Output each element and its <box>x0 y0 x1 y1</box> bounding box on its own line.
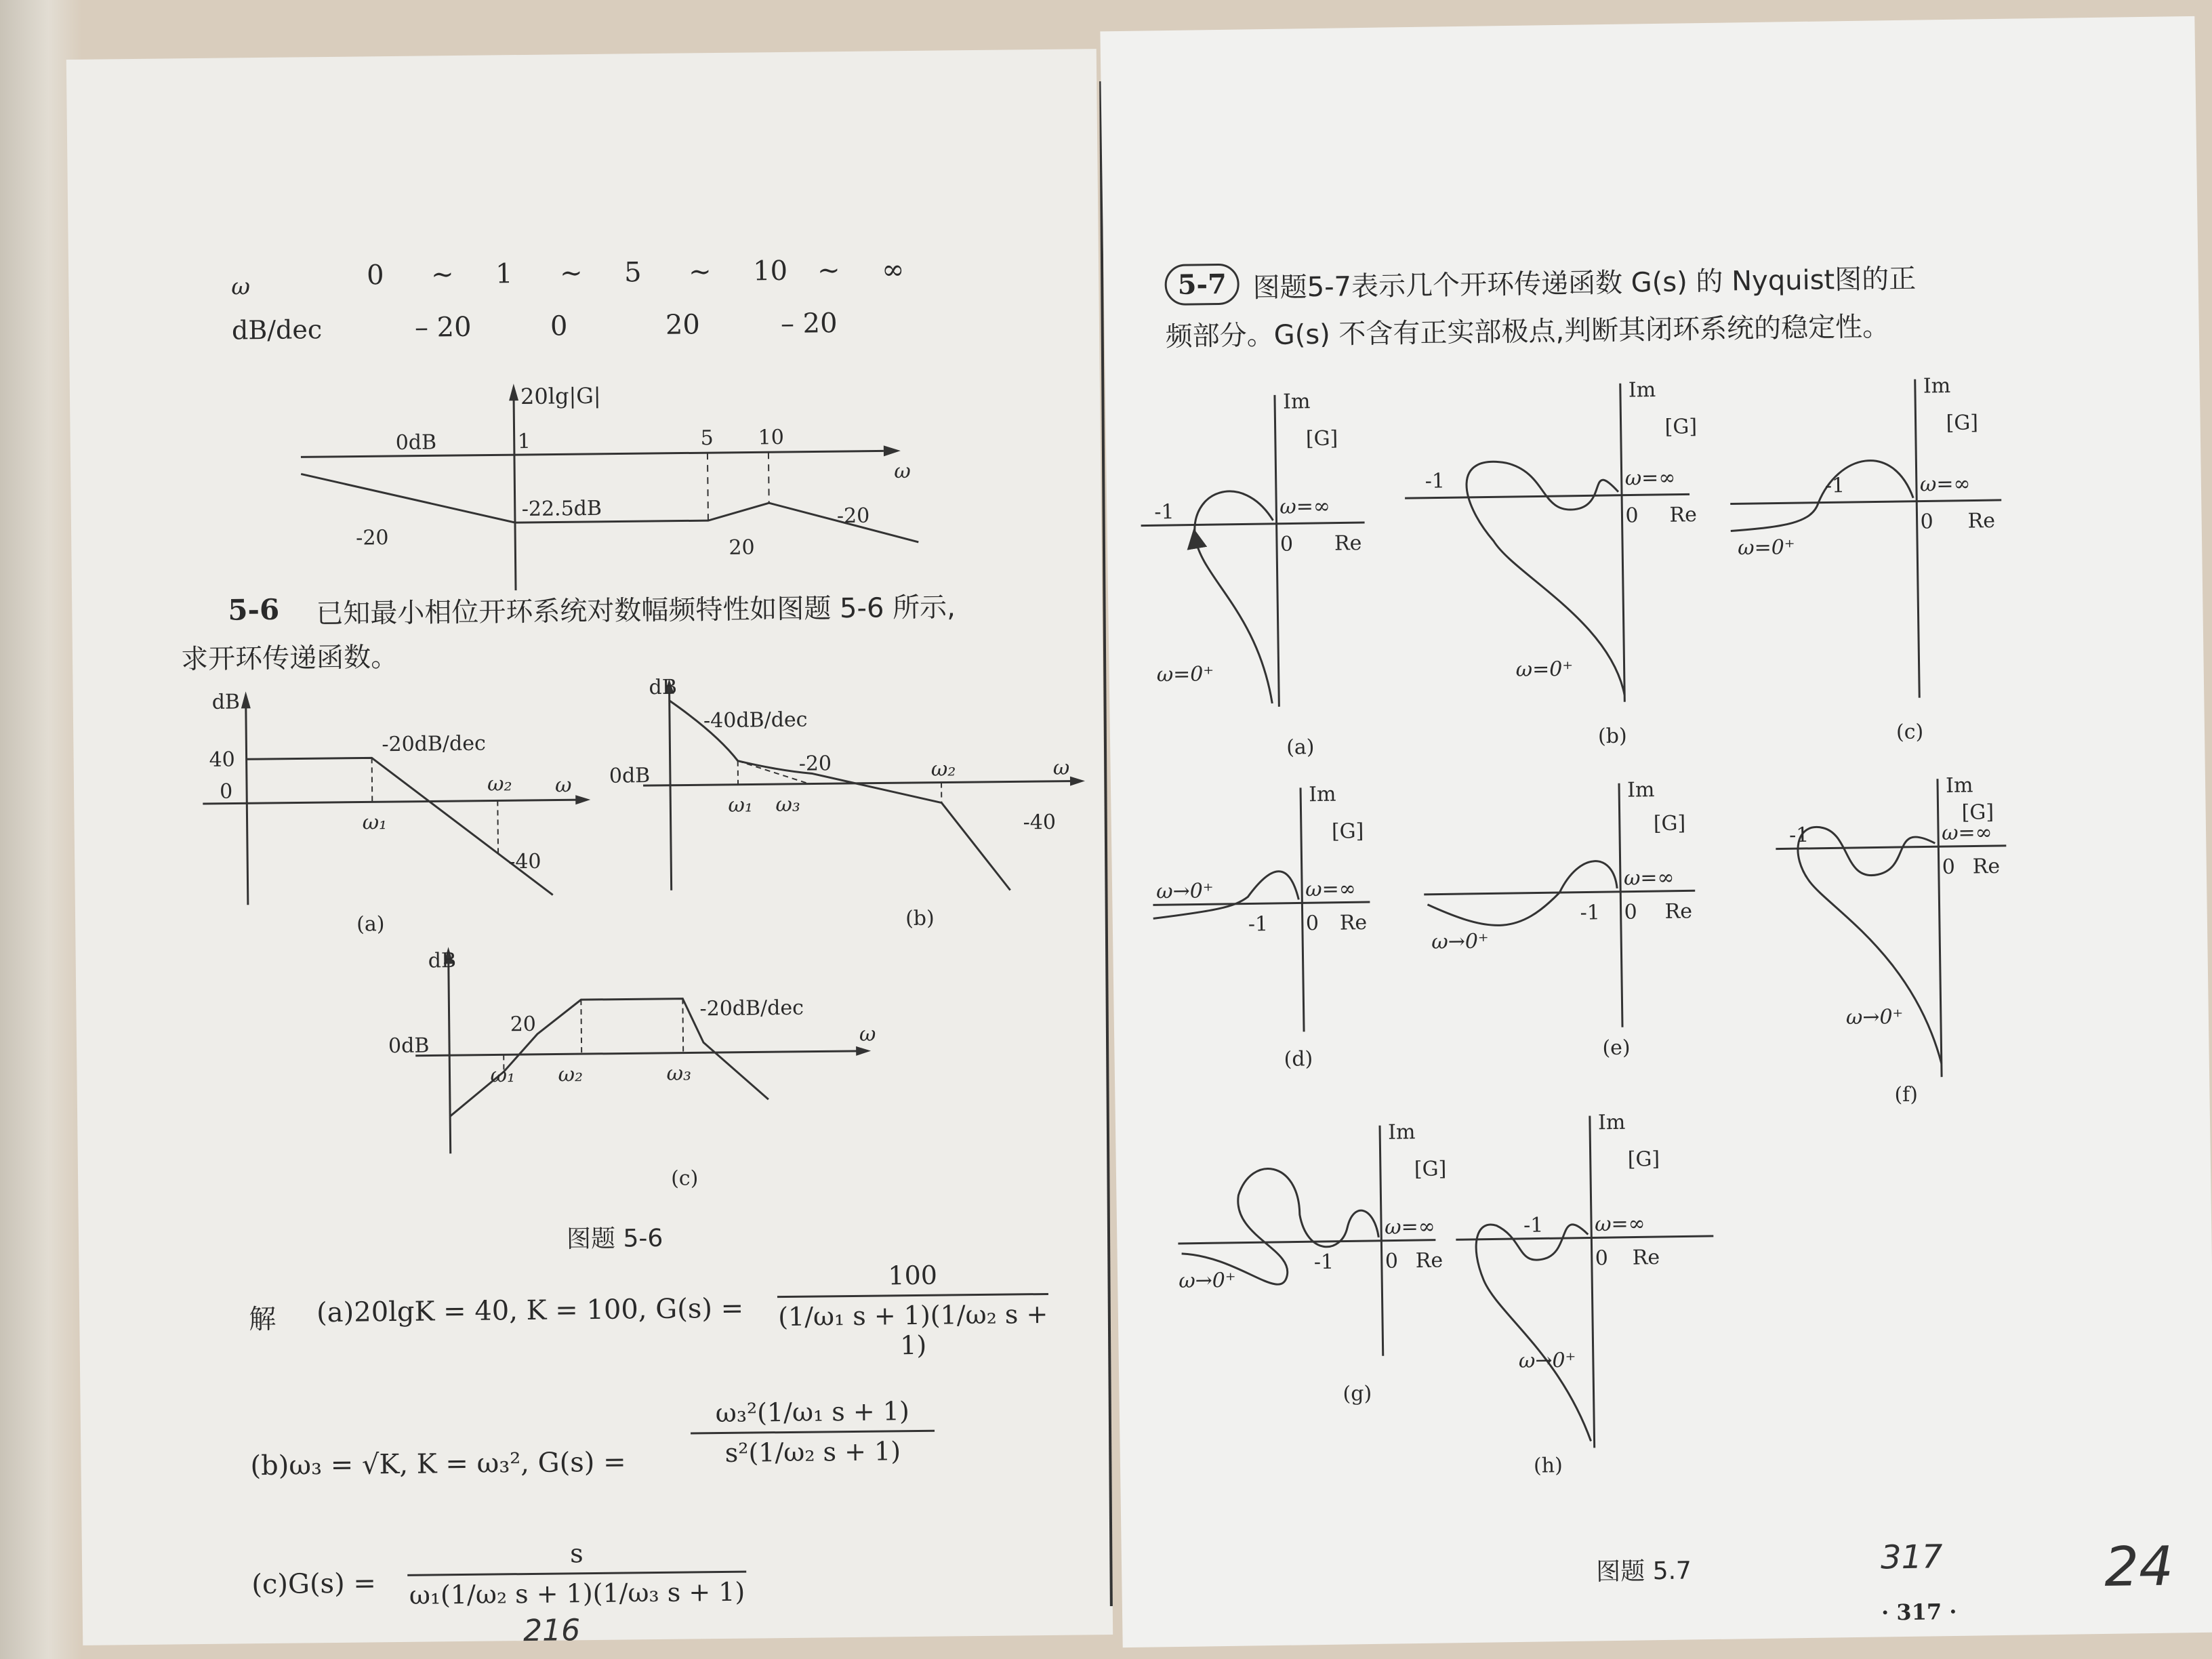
fig-c-ylabel: dB <box>428 949 457 973</box>
nyquist-b <box>1404 382 1693 705</box>
nyq-d-im-axis <box>1300 787 1304 1031</box>
solution-c-text: (c)G(s) = <box>251 1568 377 1601</box>
bode-top-slope-1: -20 <box>356 526 389 550</box>
fig-c-x-arrow <box>856 1046 871 1056</box>
nyq-e-minus1: -1 <box>1580 901 1601 925</box>
nyq-g-winf: ω=∞ <box>1384 1214 1435 1240</box>
nyq-c-g: [G] <box>1946 411 1979 436</box>
fig-a-x-arrow <box>575 795 590 804</box>
table-omega-values: 0 ~ 1 ~ 5 ~ 10 ~ ∞ <box>366 254 905 291</box>
fig-b-w3: ω₃ <box>775 792 801 817</box>
solution-c-fraction <box>407 1537 747 1610</box>
nyq-h-w0: ω→0⁺ <box>1518 1348 1576 1373</box>
nyq-f-winf: ω=∞ <box>1941 821 1992 846</box>
solution-label: 解 <box>249 1303 276 1336</box>
fig-b-caption: (b) <box>905 906 935 931</box>
solution-b-text: (b)ω₃ = √K, K = ω₃², G(s) = <box>250 1446 626 1482</box>
bode-top-tick-10: 10 <box>758 425 785 450</box>
nyq-caption-f: (f) <box>1894 1082 1919 1107</box>
nyq-a-zero: 0 <box>1279 532 1294 556</box>
fig-c-w2: ω₂ <box>558 1063 583 1087</box>
nyq-e-w0: ω→0⁺ <box>1431 929 1490 954</box>
nyq-f-re: Re <box>1972 854 2001 879</box>
fig-b-y0: 0dB <box>609 764 651 788</box>
nyq-a-re: Re <box>1334 531 1362 556</box>
fig-c-slope-down: -20dB/dec <box>699 996 804 1021</box>
nyquist-figures <box>1105 342 2212 1590</box>
nyq-f-g: [G] <box>1961 800 1994 825</box>
table-omega-label: ω <box>231 273 251 301</box>
nyq-f-w0: ω→0⁺ <box>1845 1004 1904 1030</box>
fig-b-ylabel: dB <box>649 675 677 700</box>
nyq-g-im: Im <box>1387 1120 1416 1145</box>
fig-c-dash-w3 <box>682 999 683 1053</box>
bode-top-slope-3: -20 <box>836 504 870 529</box>
bode-figure-c <box>373 932 905 1208</box>
nyq-a-winf: ω=∞ <box>1279 494 1331 519</box>
nyq-d-winf: ω=∞ <box>1305 877 1356 902</box>
solution-b-fraction <box>691 1396 935 1469</box>
nyq-b-winf: ω=∞ <box>1624 466 1676 491</box>
bode-top-slope-2: 20 <box>729 535 755 560</box>
nyq-f-zero: 0 <box>1942 855 1956 880</box>
nyq-h-im: Im <box>1597 1110 1626 1135</box>
bode-sketch-top <box>293 369 939 600</box>
fig-b-w2: ω₂ <box>930 757 956 781</box>
nyq-h-re-axis <box>1456 1236 1713 1240</box>
fig-b-slope1: -40dB/dec <box>703 708 808 733</box>
fig-c-y-axis <box>449 957 451 1153</box>
solution-a-denominator: (1/ω₁ s + 1)(1/ω₂ s + 1) <box>777 1298 1048 1361</box>
printed-page-number: · 317 · <box>1881 1598 1957 1626</box>
bode-top-y-arrow <box>509 384 518 401</box>
handwritten-page-number-right: 317 <box>1880 1538 1943 1577</box>
fig-a-y40: 40 <box>209 747 235 772</box>
left-page <box>66 49 1113 1649</box>
nyq-a-w0: ω=0⁺ <box>1156 662 1214 687</box>
nyq-b-w0: ω=0⁺ <box>1515 657 1574 682</box>
nyq-c-im: Im <box>1923 373 1951 398</box>
nyq-g-w0: ω→0⁺ <box>1178 1268 1236 1293</box>
nyq-caption-g: (g) <box>1343 1381 1372 1406</box>
nyq-h-winf: ω=∞ <box>1594 1212 1645 1237</box>
fig-a-w2: ω₂ <box>487 772 512 796</box>
nyq-a-im-axis <box>1275 395 1279 707</box>
fig-a-w1: ω₁ <box>362 811 388 835</box>
nyq-a-im: Im <box>1282 390 1311 414</box>
fig-a-ylabel: dB <box>211 690 241 714</box>
nyq-caption-e: (e) <box>1602 1036 1631 1061</box>
fig-c-slope-up: 20 <box>510 1012 537 1037</box>
fig-a-y-arrow <box>241 691 251 708</box>
nyq-caption-c: (c) <box>1896 720 1924 745</box>
nyq-a-minus1: -1 <box>1154 499 1174 525</box>
solution-a-fraction <box>777 1259 1049 1361</box>
nyq-c-re: Re <box>1967 509 1996 533</box>
nyq-b-minus1: -1 <box>1425 469 1446 493</box>
handwritten-page-number-left: 216 <box>523 1613 581 1649</box>
nyq-h-re: Re <box>1632 1246 1660 1270</box>
nyquist-h <box>1454 1114 1717 1450</box>
nyq-c-w0: ω=0⁺ <box>1737 535 1795 560</box>
nyq-d-minus1: -1 <box>1248 912 1269 937</box>
bode-top-level-label: -22.5dB <box>521 496 602 522</box>
nyq-d-zero: 0 <box>1305 912 1319 936</box>
fig-c-w3: ω₃ <box>666 1061 692 1086</box>
nyq-h-curve <box>1476 1223 1591 1443</box>
bode-top-x-axis <box>301 451 884 457</box>
nyq-b-im: Im <box>1628 377 1656 403</box>
bode-top-y-axis <box>514 394 516 590</box>
nyq-h-minus1: -1 <box>1523 1213 1544 1237</box>
problem-57-text-line2: 频部分。G(s) 不含有正实部极点,判断其闭环系统的稳定性。 <box>1165 311 1890 353</box>
figure-56-caption: 图题 5-6 <box>566 1224 663 1254</box>
right-page <box>1100 16 2212 1647</box>
nyq-c-minus1: -1 <box>1824 474 1845 498</box>
nyq-g-zero: 0 <box>1385 1249 1399 1273</box>
nyq-e-zero: 0 <box>1624 900 1637 924</box>
fig-c-y0: 0dB <box>388 1033 430 1059</box>
nyq-e-im: Im <box>1626 778 1655 802</box>
fig-a-caption: (a) <box>356 912 385 937</box>
bode-top-x-arrow <box>884 445 901 456</box>
nyq-d-g: [G] <box>1331 819 1364 844</box>
nyq-c-curve <box>1729 460 1913 531</box>
nyq-b-g: [G] <box>1664 415 1698 439</box>
fig-c-w1: ω₁ <box>490 1063 516 1088</box>
nyq-b-re: Re <box>1669 503 1698 527</box>
nyq-caption-h: (h) <box>1533 1454 1563 1478</box>
bode-top-omega: ω <box>894 459 911 484</box>
fig-a-dash-w1 <box>372 758 373 802</box>
fig-b-slope3: -40 <box>1023 810 1057 835</box>
nyq-e-re: Re <box>1664 899 1693 924</box>
table-slope-label: dB/dec <box>231 314 323 346</box>
nyq-c-zero: 0 <box>1920 510 1933 534</box>
nyq-e-g: [G] <box>1653 811 1686 836</box>
fig-a-x-axis <box>203 800 582 804</box>
nyq-g-g: [G] <box>1414 1157 1447 1182</box>
nyq-f-im: Im <box>1945 773 1973 798</box>
nyquist-g <box>1176 1125 1437 1359</box>
fig-a-omega: ω <box>554 773 572 798</box>
bode-top-axis-label: 20lg|G| <box>520 382 601 410</box>
solution-b-denominator: s²(1/ω₂ s + 1) <box>724 1436 901 1468</box>
solution-a-text: (a)20lgK = 40, K = 100, G(s) = <box>316 1292 744 1329</box>
nyq-g-curve <box>1181 1167 1379 1286</box>
nyq-d-im: Im <box>1308 782 1336 807</box>
bode-top-tick-5: 5 <box>700 426 714 451</box>
fig-a-dash-w2 <box>497 800 498 853</box>
nyq-c-im-axis <box>1915 380 1920 698</box>
fig-c-x-axis <box>415 1051 863 1056</box>
problem-56-number: 5-6 <box>228 592 280 627</box>
nyq-g-re-axis <box>1178 1240 1435 1244</box>
nyq-caption-b: (b) <box>1597 724 1627 749</box>
problem-57-text-line1: 图题5-7表示几个开环传递函数 G(s) 的 Nyquist图的正 <box>1252 263 1917 304</box>
nyq-e-winf: ω=∞ <box>1623 865 1675 890</box>
fig-a-slope2: -40 <box>508 849 541 874</box>
nyq-h-g: [G] <box>1627 1147 1660 1172</box>
bode-top-tick-1: 1 <box>517 429 531 454</box>
nyq-caption-a: (a) <box>1286 735 1315 760</box>
nyq-b-im-axis <box>1620 384 1625 702</box>
fig-c-caption: (c) <box>670 1166 699 1191</box>
fig-b-omega: ω <box>1052 756 1070 780</box>
nyq-h-zero: 0 <box>1595 1246 1609 1271</box>
nyq-e-im-axis <box>1619 783 1622 1027</box>
solution-c-denominator: ω₁(1/ω₂ s + 1)(1/ω₃ s + 1) <box>409 1576 745 1610</box>
nyq-h-im-axis <box>1590 1115 1595 1448</box>
figure-57-caption: 图题 5.7 <box>1595 1557 1692 1586</box>
fig-b-slope2: -20 <box>798 752 832 776</box>
solution-c-numerator: s <box>569 1538 583 1569</box>
fig-b-x-arrow <box>1070 776 1085 785</box>
problem-56-text-line2: 求开环传递函数。 <box>180 641 398 676</box>
fig-b-w1: ω₁ <box>728 793 754 817</box>
fig-c-omega: ω <box>859 1022 876 1046</box>
nyq-a-re-axis <box>1141 523 1365 526</box>
fig-a-y0: 0 <box>219 779 233 804</box>
nyq-c-winf: ω=∞ <box>1919 472 1971 497</box>
problem-57-number: 5-7 <box>1164 264 1240 306</box>
bode-top-zero-label: 0dB <box>395 430 437 455</box>
fig-a-y-axis <box>246 701 248 905</box>
solution-a-numerator: 100 <box>888 1260 938 1291</box>
nyq-f-re-axis <box>1776 846 2006 849</box>
fig-b-y-axis <box>670 687 672 890</box>
nyq-d-w0: ω→0⁺ <box>1155 879 1214 904</box>
nyq-b-zero: 0 <box>1625 504 1639 528</box>
nyq-g-minus1: -1 <box>1313 1250 1334 1275</box>
nyq-d-re: Re <box>1339 911 1368 935</box>
problem-56-text-line1: 已知最小相位开环系统对数幅频特性如图题 5-6 所示, <box>316 592 956 630</box>
nyq-c-re-axis <box>1730 500 2001 504</box>
bode-top-curve <box>301 468 918 549</box>
handwritten-corner-number: 24 <box>2104 1534 2174 1599</box>
nyq-g-re: Re <box>1415 1248 1443 1273</box>
table-slope-values: – 20 0 20 – 20 <box>414 308 838 344</box>
fig-a-slope1: -20dB/dec <box>382 731 487 757</box>
solution-b-numerator: ω₃²(1/ω₁ s + 1) <box>715 1396 910 1429</box>
nyq-f-curve <box>1797 825 1941 1065</box>
nyq-caption-d: (d) <box>1284 1047 1313 1071</box>
nyq-f-minus1: -1 <box>1788 823 1809 848</box>
nyq-a-g: [G] <box>1305 426 1338 451</box>
bode-figure-b <box>601 669 1092 956</box>
bode-figure-a <box>174 678 597 960</box>
